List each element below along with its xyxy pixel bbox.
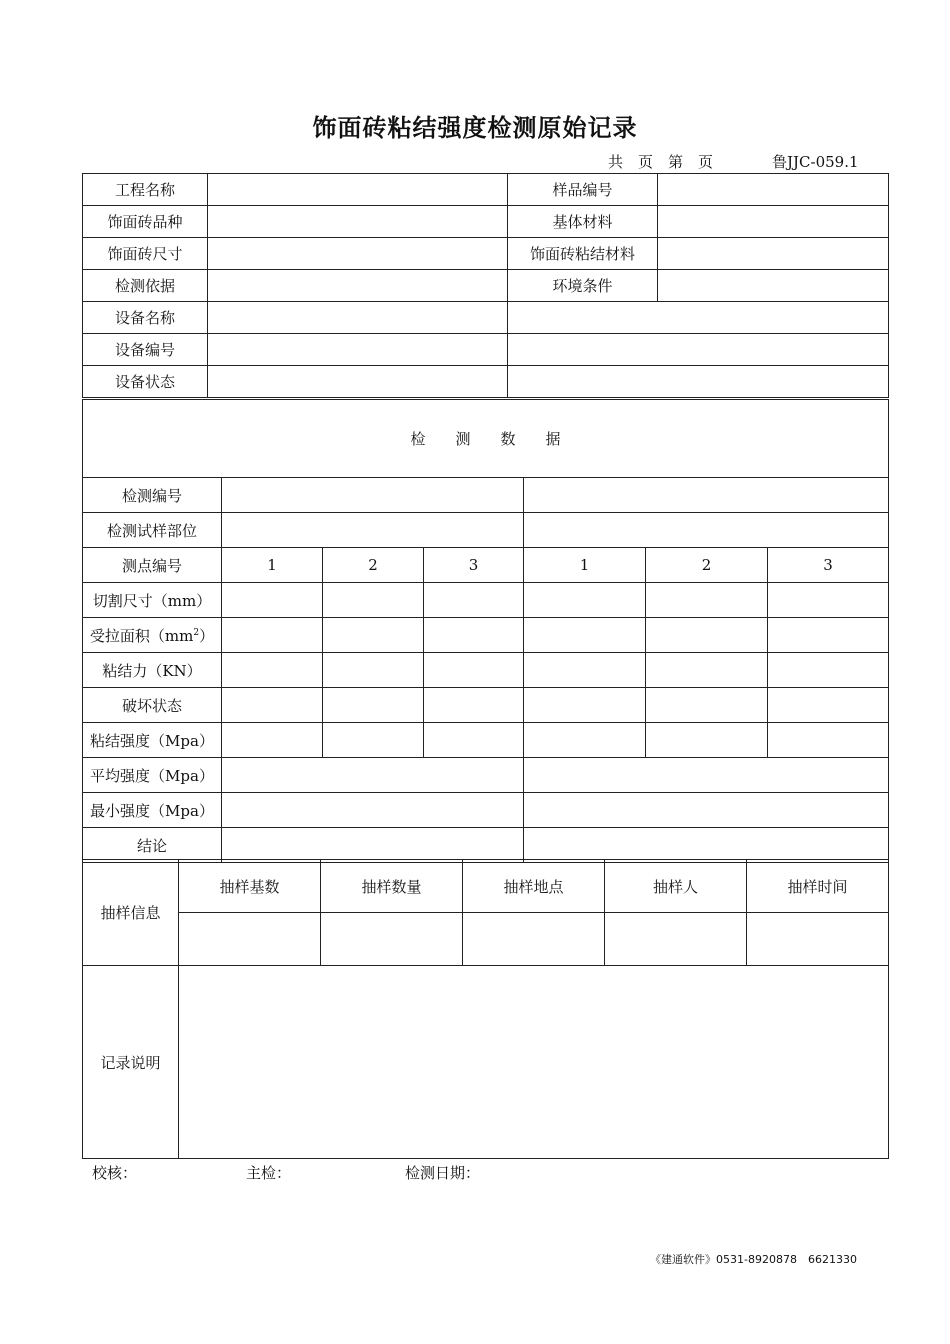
data-table (82, 399, 889, 863)
equip-name-field-2[interactable] (508, 302, 889, 334)
area-label-prefix: 受拉面积（mm (89, 626, 194, 645)
check-signature: 校核： (92, 1164, 138, 1182)
base-material-field[interactable] (658, 206, 889, 238)
point-header: 2 (646, 548, 768, 583)
data-cell[interactable] (768, 618, 889, 653)
equip-status-field-1[interactable] (208, 366, 508, 398)
min-strength-field-2[interactable] (524, 793, 889, 828)
test-date: 检测日期： (405, 1164, 481, 1182)
sampling-label: 抽样信息 (83, 860, 179, 966)
basis-field[interactable] (208, 270, 508, 302)
data-cell[interactable] (323, 688, 424, 723)
equip-no-field-2[interactable] (508, 334, 889, 366)
main-signature: 主检： (246, 1164, 292, 1182)
sampling-table (82, 859, 889, 1159)
data-cell[interactable] (222, 723, 323, 758)
data-cell[interactable] (768, 583, 889, 618)
adhesive-label: 饰面砖粘结材料 (508, 238, 658, 270)
data-cell[interactable] (323, 723, 424, 758)
failure-row (83, 688, 889, 723)
avg-strength-field-1[interactable] (222, 758, 524, 793)
area-label-sup: 2 (193, 627, 200, 638)
sample-no-field[interactable] (658, 174, 889, 206)
sampling-person-field[interactable] (605, 913, 747, 966)
equip-name-label: 设备名称 (83, 302, 208, 334)
sampling-col-base: 抽样基数 (179, 860, 321, 913)
test-no-field-2[interactable] (524, 478, 889, 513)
tile-size-field[interactable] (208, 238, 508, 270)
data-section-heading: 检 测 数 据 (83, 400, 889, 478)
equip-status-field-2[interactable] (508, 366, 889, 398)
strength-label: 粘结强度（Mpa） (83, 723, 222, 758)
min-strength-field-1[interactable] (222, 793, 524, 828)
equip-no-field-1[interactable] (208, 334, 508, 366)
force-label: 粘结力（KN） (83, 653, 222, 688)
sampling-place-field[interactable] (463, 913, 605, 966)
data-cell[interactable] (524, 583, 646, 618)
notes-field[interactable] (179, 966, 889, 1159)
adhesive-field[interactable] (658, 238, 889, 270)
basis-label: 检测依据 (83, 270, 208, 302)
point-no-label: 测点编号 (83, 548, 222, 583)
environment-field[interactable] (658, 270, 889, 302)
position-field-2[interactable] (524, 513, 889, 548)
data-cell[interactable] (323, 653, 424, 688)
point-header: 1 (222, 548, 323, 583)
data-cell[interactable] (424, 688, 524, 723)
base-material-label: 基体材料 (508, 206, 658, 238)
project-name-field[interactable] (208, 174, 508, 206)
conclusion-label: 结论 (83, 828, 222, 863)
info-table (82, 173, 889, 398)
notes-label: 记录说明 (83, 966, 179, 1159)
data-cell[interactable] (524, 653, 646, 688)
data-cell[interactable] (646, 723, 768, 758)
tile-type-label: 饰面砖品种 (83, 206, 208, 238)
tile-size-label: 饰面砖尺寸 (83, 238, 208, 270)
page-count: 共 页 第 页 (608, 153, 714, 171)
area-row (83, 618, 889, 653)
project-name-label: 工程名称 (83, 174, 208, 206)
data-cell[interactable] (424, 618, 524, 653)
data-cell[interactable] (222, 618, 323, 653)
sample-no-label: 样品编号 (508, 174, 658, 206)
min-strength-label: 最小强度（Mpa） (83, 793, 222, 828)
equip-name-field-1[interactable] (208, 302, 508, 334)
point-header: 2 (323, 548, 424, 583)
equip-no-label: 设备编号 (83, 334, 208, 366)
area-label (83, 618, 222, 653)
data-cell[interactable] (323, 583, 424, 618)
page-title: 饰面砖粘结强度检测原始记录 (312, 114, 638, 142)
data-cell[interactable] (646, 583, 768, 618)
avg-strength-field-2[interactable] (524, 758, 889, 793)
test-no-field-1[interactable] (222, 478, 524, 513)
sampling-col-person: 抽样人 (605, 860, 747, 913)
data-cell[interactable] (524, 688, 646, 723)
data-cell[interactable] (222, 583, 323, 618)
conclusion-field-1[interactable] (222, 828, 524, 863)
data-cell[interactable] (768, 688, 889, 723)
position-label: 检测试样部位 (83, 513, 222, 548)
data-cell[interactable] (222, 653, 323, 688)
form-number: 鲁JJC-059.1 (772, 153, 859, 171)
data-cell[interactable] (424, 583, 524, 618)
data-cell[interactable] (424, 653, 524, 688)
sampling-col-place: 抽样地点 (463, 860, 605, 913)
environment-label: 环境条件 (508, 270, 658, 302)
point-header: 3 (768, 548, 889, 583)
data-cell[interactable] (646, 653, 768, 688)
data-cell[interactable] (323, 618, 424, 653)
cut-size-label: 切割尺寸（mm） (83, 583, 222, 618)
tile-type-field[interactable] (208, 206, 508, 238)
data-cell[interactable] (646, 618, 768, 653)
brand-footer: 《建通软件》0531-8920878 6621330 (650, 1253, 857, 1266)
sampling-col-time: 抽样时间 (747, 860, 889, 913)
point-header: 1 (524, 548, 646, 583)
cut-size-row (83, 583, 889, 618)
equip-status-label: 设备状态 (83, 366, 208, 398)
data-cell[interactable] (768, 653, 889, 688)
conclusion-field-2[interactable] (524, 828, 889, 863)
sampling-base-field[interactable] (179, 913, 321, 966)
position-field-1[interactable] (222, 513, 524, 548)
data-cell[interactable] (524, 723, 646, 758)
test-no-label: 检测编号 (83, 478, 222, 513)
sampling-qty-field[interactable] (321, 913, 463, 966)
avg-strength-label: 平均强度（Mpa） (83, 758, 222, 793)
data-cell[interactable] (524, 618, 646, 653)
sampling-col-qty: 抽样数量 (321, 860, 463, 913)
failure-label: 破坏状态 (83, 688, 222, 723)
data-cell[interactable] (424, 723, 524, 758)
point-header: 3 (424, 548, 524, 583)
data-cell[interactable] (646, 688, 768, 723)
strength-row (83, 723, 889, 758)
data-cell[interactable] (768, 723, 889, 758)
data-cell[interactable] (222, 688, 323, 723)
sampling-time-field[interactable] (747, 913, 889, 966)
force-row (83, 653, 889, 688)
area-label-suffix: ） (199, 626, 215, 645)
